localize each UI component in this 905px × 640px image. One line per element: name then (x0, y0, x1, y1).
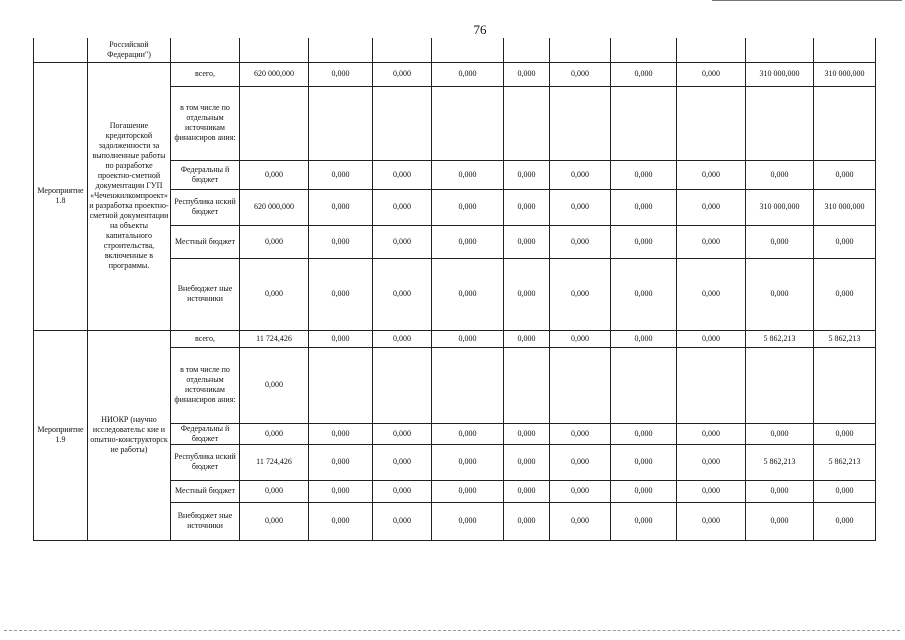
value-cell: 5 862,213 (746, 330, 814, 347)
value-cell: 0,000 (611, 62, 677, 86)
source-cell: Внебюджет ные источники (171, 502, 240, 540)
value-cell: 0,000 (746, 502, 814, 540)
source-cell: всего, (171, 62, 240, 86)
value-cell: 0,000 (504, 444, 550, 480)
value-cell: 0,000 (309, 258, 373, 330)
source-cell: Республика нский бюджет (171, 189, 240, 225)
value-cell: 0,000 (746, 480, 814, 502)
value-cell: 0,000 (240, 502, 309, 540)
value-cell: 0,000 (504, 160, 550, 189)
value-cell: 0,000 (677, 423, 746, 444)
scan-edge-noise (4, 630, 900, 631)
value-cell: 0,000 (550, 502, 611, 540)
value-cell: 0,000 (432, 258, 504, 330)
value-cell: 0,000 (550, 189, 611, 225)
source-cell: всего, (171, 330, 240, 347)
source-cell: в том числе по отдельным источникам финансиров ания: (171, 347, 240, 423)
value-cell: 0,000 (240, 258, 309, 330)
value-cell: 0,000 (504, 480, 550, 502)
value-cell (432, 38, 504, 62)
value-cell: 0,000 (373, 258, 432, 330)
value-cell (373, 347, 432, 423)
value-cell: 0,000 (814, 502, 876, 540)
value-cell: 0,000 (504, 502, 550, 540)
value-cell: 0,000 (504, 258, 550, 330)
value-cell: 0,000 (814, 160, 876, 189)
value-cell: 0,000 (240, 160, 309, 189)
value-cell (611, 86, 677, 160)
event-cell (34, 38, 88, 62)
value-cell: 0,000 (240, 423, 309, 444)
value-cell: 0,000 (814, 423, 876, 444)
value-cell: 0,000 (677, 62, 746, 86)
value-cell: 0,000 (677, 330, 746, 347)
value-cell (373, 86, 432, 160)
value-cell: 0,000 (677, 480, 746, 502)
top-edge-rule (712, 0, 902, 2)
value-cell: 5 862,213 (814, 444, 876, 480)
value-cell: 0,000 (814, 225, 876, 258)
source-cell: Местный бюджет (171, 480, 240, 502)
value-cell: 310 000,000 (746, 62, 814, 86)
value-cell: 0,000 (432, 160, 504, 189)
value-cell (611, 38, 677, 62)
value-cell: 0,000 (432, 480, 504, 502)
value-cell: 0,000 (677, 160, 746, 189)
value-cell: 11 724,426 (240, 444, 309, 480)
value-cell (504, 86, 550, 160)
value-cell (373, 38, 432, 62)
value-cell: 0,000 (814, 258, 876, 330)
value-cell: 0,000 (432, 62, 504, 86)
table-row-top-fragment (34, 38, 876, 62)
value-cell: 11 724,426 (240, 330, 309, 347)
value-cell: 0,000 (309, 330, 373, 347)
value-cell: 310 000,000 (814, 62, 876, 86)
value-cell (677, 347, 746, 423)
value-cell: 0,000 (309, 189, 373, 225)
value-cell (309, 347, 373, 423)
value-cell: 0,000 (611, 189, 677, 225)
financing-table (33, 38, 876, 541)
value-cell (504, 347, 550, 423)
value-cell: 0,000 (373, 189, 432, 225)
value-cell: 5 862,213 (814, 330, 876, 347)
source-cell: Республика нский бюджет (171, 444, 240, 480)
value-cell: 0,000 (373, 330, 432, 347)
value-cell: 0,000 (677, 444, 746, 480)
value-cell: 0,000 (746, 160, 814, 189)
value-cell: 0,000 (432, 189, 504, 225)
value-cell: 0,000 (550, 225, 611, 258)
source-cell: Внебюджет ные источники (171, 258, 240, 330)
value-cell: 0,000 (309, 444, 373, 480)
value-cell (550, 347, 611, 423)
value-cell: 0,000 (814, 480, 876, 502)
value-cell: 0,000 (550, 62, 611, 86)
value-cell: 0,000 (611, 258, 677, 330)
value-cell: 0,000 (504, 189, 550, 225)
value-cell: 0,000 (309, 225, 373, 258)
value-cell (814, 347, 876, 423)
table-row (34, 330, 876, 347)
value-cell: 0,000 (746, 423, 814, 444)
value-cell: 0,000 (746, 225, 814, 258)
value-cell: 620 000,000 (240, 189, 309, 225)
value-cell (746, 347, 814, 423)
value-cell (504, 38, 550, 62)
value-cell: 0,000 (677, 258, 746, 330)
value-cell: 0,000 (432, 330, 504, 347)
value-cell (432, 86, 504, 160)
value-cell: 0,000 (373, 423, 432, 444)
value-cell: 0,000 (240, 347, 309, 423)
value-cell: 0,000 (432, 444, 504, 480)
value-cell: 0,000 (611, 444, 677, 480)
value-cell (611, 347, 677, 423)
value-cell: 0,000 (611, 502, 677, 540)
value-cell: 0,000 (240, 225, 309, 258)
value-cell (746, 86, 814, 160)
value-cell: 0,000 (373, 62, 432, 86)
value-cell (550, 86, 611, 160)
value-cell: 0,000 (309, 62, 373, 86)
value-cell: 0,000 (309, 423, 373, 444)
value-cell: 620 000,000 (240, 62, 309, 86)
value-cell: 0,000 (611, 423, 677, 444)
value-cell: 0,000 (504, 225, 550, 258)
value-cell: 0,000 (611, 160, 677, 189)
value-cell: 0,000 (550, 330, 611, 347)
value-cell: 0,000 (611, 480, 677, 502)
value-cell: 5 862,213 (746, 444, 814, 480)
measure-name-cell: Российской Федерации") (88, 38, 171, 62)
value-cell (309, 86, 373, 160)
value-cell (814, 38, 876, 62)
value-cell: 0,000 (373, 160, 432, 189)
measure-name-cell: НИОКР (научно исследовательс кие и опытно-конструкторск ие работы) (88, 330, 171, 540)
source-cell: Местный бюджет (171, 225, 240, 258)
value-cell: 0,000 (677, 189, 746, 225)
source-cell: Федеральны й бюджет (171, 423, 240, 444)
value-cell (677, 38, 746, 62)
value-cell: 0,000 (550, 480, 611, 502)
value-cell (550, 38, 611, 62)
value-cell: 0,000 (432, 423, 504, 444)
value-cell: 0,000 (611, 330, 677, 347)
value-cell (240, 38, 309, 62)
value-cell: 0,000 (373, 225, 432, 258)
value-cell: 0,000 (240, 480, 309, 502)
measure-name-cell: Погашение кредиторской задолженности за выполненные работы по разработке проектно-сметной документации ГУП «Чеченжилкомпроект» и разработка проектно-сметной документации на объекты капитального строительства, включенные в программы. (88, 62, 171, 330)
value-cell: 0,000 (550, 160, 611, 189)
value-cell: 0,000 (309, 480, 373, 502)
value-cell: 310 000,000 (814, 189, 876, 225)
measure-label-cell: Мероприятие 1.8 (34, 62, 88, 330)
value-cell: 0,000 (432, 225, 504, 258)
page-number: 76 (473, 22, 487, 37)
value-cell (746, 38, 814, 62)
measure-label-cell: Мероприятие 1.9 (34, 330, 88, 540)
value-cell: 0,000 (373, 480, 432, 502)
value-cell: 0,000 (550, 423, 611, 444)
value-cell: 0,000 (611, 225, 677, 258)
value-cell (814, 86, 876, 160)
value-cell: 0,000 (373, 502, 432, 540)
source-cell: Федеральны й бюджет (171, 160, 240, 189)
table-row (34, 62, 876, 86)
value-cell: 0,000 (309, 160, 373, 189)
value-cell: 310 000,000 (746, 189, 814, 225)
value-cell: 0,000 (746, 258, 814, 330)
value-cell: 0,000 (309, 502, 373, 540)
value-cell: 0,000 (504, 330, 550, 347)
value-cell (677, 86, 746, 160)
value-cell: 0,000 (373, 444, 432, 480)
value-cell (240, 86, 309, 160)
value-cell (309, 38, 373, 62)
value-cell: 0,000 (504, 423, 550, 444)
source-cell: в том числе по отдельным источникам финансиров ания: (171, 86, 240, 160)
value-cell (432, 347, 504, 423)
value-cell: 0,000 (550, 258, 611, 330)
value-cell: 0,000 (504, 62, 550, 86)
source-cell (171, 38, 240, 62)
value-cell: 0,000 (677, 225, 746, 258)
value-cell: 0,000 (677, 502, 746, 540)
value-cell: 0,000 (550, 444, 611, 480)
value-cell: 0,000 (432, 502, 504, 540)
table-body (34, 38, 876, 540)
